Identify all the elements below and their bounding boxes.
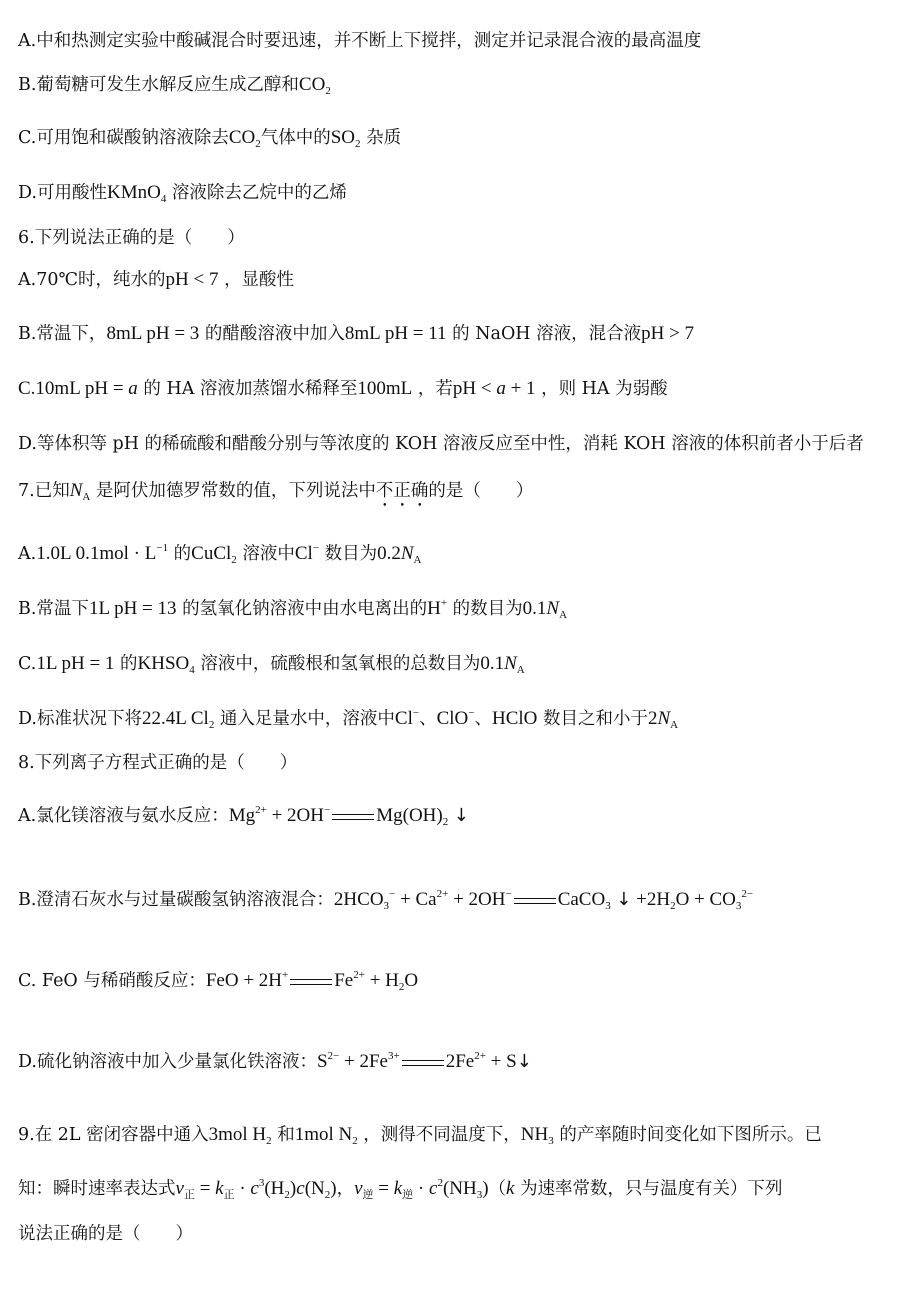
q7-option-d: D.标准状况下将22.4L $Cl_2$ 通入足量水中，溶液中Cl−、ClO−、HClO 数目之和小于$2N_A$ — [18, 707, 679, 731]
q7-a-pre: A. — [18, 544, 37, 564]
q7-d-pre: D.标准状况下将 — [18, 709, 142, 729]
q5-c-mid: 气体中的 — [260, 128, 331, 148]
q5-a-text: A.中和热测定实验中酸碱混合时要迅速，并不断上下搅拌，测定并记录混合液的最高温度 — [18, 31, 702, 51]
q6-b-mid1: 的醋酸溶液中加入 — [204, 324, 345, 344]
q8-c-pre: C. FeO 与稀硝酸反应： — [18, 971, 206, 991]
q8-option-d: D.硫化钠溶液中加入少量氯化铁溶液：$S^{2-} + 2Fe^{3+}$ $2Fe^{2+}$ + S↓ — [18, 1050, 532, 1072]
q8-option-b: B.澄清石灰水与过量碳酸氢钠溶液混合：$2HCO_3^- + Ca^{2+} + 2OH^-$ CaCO$_3$ ↓ $+2H_2O + CO_3^{2-}$ — [18, 888, 754, 912]
q9-line2-post: 为速率常数，只与温度有关）下列 — [520, 1179, 783, 1199]
q6-c-post: ，则 HA 为弱酸 — [541, 379, 668, 399]
q9-line-2: 知：瞬时速率表达式$v_正 = k_正 \cdot c^3(H_2)c(N_2)$，$v_逆 = k_逆 \cdot c^2(NH_3)(k$ 为速率常数，只与温度有关）下列 — [18, 1177, 783, 1201]
q9-line1-pre: 9.在 2L 密闭容器中通入 — [18, 1125, 209, 1145]
q6-a-pre: A.70℃时，纯水的 — [18, 270, 166, 290]
q8-stem — [18, 750, 297, 776]
q6-option-b: B.常温下，8mL pH = 3 的醋酸溶液中加入8mL pH = 11 的 NaOH 溶液，混合液pH > 7 — [18, 323, 695, 344]
q9-line3-text: 说法正确的是（ ） — [18, 1224, 193, 1244]
q8-a-pre: A.氯化镁溶液与氨水反应： — [18, 806, 229, 826]
q7-d-sep2: 、 — [474, 709, 492, 729]
q7-b-mid: 的氢氧化钠溶液中由水电离出的 — [182, 599, 428, 619]
equals-double-line — [402, 1060, 444, 1066]
q9-line1-mid1: 和 — [277, 1125, 295, 1145]
q7-d-sep1: 、 — [419, 709, 437, 729]
q7-c-mid: 的 — [120, 654, 138, 674]
precipitate-arrow-icon: ↓ — [453, 805, 469, 826]
q9-line2-pre: 知：瞬时速率表达式 — [18, 1179, 176, 1199]
q7-a-mid: 的 — [173, 544, 192, 564]
q5-option-a — [18, 28, 701, 54]
precipitate-arrow-icon: ↓ — [516, 1051, 532, 1072]
q9-line2-k: k — [506, 1178, 515, 1199]
q7-option-c: C.1L pH = 1 的$KHSO_4$ 溶液中，硫酸根和氢氧根的总数目为$0.1N_A$ — [18, 653, 525, 676]
q5-c-pre: C.可用饱和碳酸钠溶液除去 — [18, 128, 229, 148]
q7-b-pre: B.常温下 — [18, 599, 89, 619]
q7-d-mid: 通入足量水中，溶液中 — [219, 709, 395, 729]
q7-b-mid2: 的数目为 — [452, 599, 523, 619]
equals-double-line — [290, 979, 332, 985]
q5-b-text: B.葡萄糖可发生水解反应生成乙醇和 — [18, 75, 299, 95]
q5-c-post: 杂质 — [366, 128, 402, 148]
q5-option-b: B.葡萄糖可发生水解反应生成乙醇和$CO_2$ — [18, 74, 331, 97]
q7-c-pre: C. — [18, 654, 37, 674]
equals-double-line — [332, 814, 374, 820]
q7-stem: 7.已知$N_A$ 是阿伏加德罗常数的值，下列说法中不正确的是（ ） — [18, 480, 534, 503]
q7-option-a: A.1.0L $0.1mol \cdot L^{-1}$ 的CuCl$_2$ 溶液中Cl− 数目为$0.2N_A$ — [18, 542, 422, 566]
q7-stem-post: 的是（ ） — [428, 481, 534, 501]
q6-b-pre: B.常温下， — [18, 324, 107, 344]
q9-line1-mid2: ，测得不同温度下， — [363, 1125, 521, 1145]
q7-option-b: B.常温下1L pH = 13 的氢氧化钠溶液中由水电离出的H+ 的数目为$0.1N_A$ — [18, 597, 568, 621]
precipitate-arrow-icon: ↓ — [616, 889, 632, 910]
q6-c-mid2: ，若 — [417, 379, 453, 399]
q8-option-a: A.氯化镁溶液与氨水反应：$Mg^{2+} + 2OH^-$ $Mg(OH)_2$ ↓ — [18, 804, 469, 828]
q6-a-post: ，显酸性 — [224, 270, 295, 290]
q5-d-post: 溶液除去乙烷中的乙烯 — [171, 183, 347, 203]
q6-option-d — [18, 431, 864, 457]
q6-c-mid1: 的 HA 溶液加蒸馏水稀释至 — [143, 379, 358, 399]
q8-option-c: C. FeO 与稀硝酸反应：FeO + 2H+ $Fe^{2+} + H_2O$ — [18, 969, 419, 993]
q6-option-a: A.70℃时，纯水的pH < 7 ，显酸性 — [18, 269, 295, 290]
q7-c-mid2: 溶液中，硫酸根和氢氧根的总数目为 — [200, 654, 481, 674]
q9-line-3 — [18, 1221, 193, 1247]
q7-a-mid2: 溶液中 — [242, 544, 295, 564]
q6-option-c: C.10mL pH = a 的 HA 溶液加蒸馏水稀释至100mL ，若pH < a + 1 ，则 HA 为弱酸 — [18, 378, 668, 399]
q7-d-mid2: 数目之和小于 — [542, 709, 648, 729]
q8-b-pre: B.澄清石灰水与过量碳酸氢钠溶液混合： — [18, 890, 334, 910]
q6-d-text: D.等体积等 pH 的稀硫酸和醋酸分别与等浓度的 KOH 溶液反应至中性，消耗 KOH 溶液的体积前者小于后者 — [18, 434, 864, 454]
q5-option-c: C.可用饱和碳酸钠溶液除去$CO_2$气体中的$SO_2$ 杂质 — [18, 127, 402, 150]
q5-d-pre: D.可用酸性 — [18, 183, 107, 203]
q7-stem-mid: 是阿伏加德罗常数的值，下列说法中 — [95, 481, 376, 501]
q8-d-pre: D.硫化钠溶液中加入少量氯化铁溶液： — [18, 1052, 317, 1072]
q8-stem-text: 8.下列离子方程式正确的是（ ） — [18, 753, 298, 773]
equals-double-line — [514, 898, 556, 904]
q9-line-1: 9.在 2L 密闭容器中通入3mol $H_2$ 和1mol $N_2$ ，测得不同温度下，$NH_3$ 的产率随时间变化如下图所示。已 — [18, 1124, 822, 1147]
q6-stem — [18, 225, 245, 251]
q5-option-d: D.可用酸性KMnO$_4$ 溶液除去乙烷中的乙烯 — [18, 182, 347, 205]
q9-line1-post: 的产率随时间变化如下图所示。已 — [559, 1125, 822, 1145]
q6-stem-text: 6.下列说法正确的是（ ） — [18, 228, 245, 248]
q6-b-mid2: 的 NaOH 溶液，混合液 — [452, 324, 642, 344]
q7-a-mid3: 数目为 — [324, 544, 378, 564]
q7-stem-emphasis: 不正确 — [375, 481, 429, 501]
q7-stem-pre: 7.已知 — [18, 481, 70, 501]
